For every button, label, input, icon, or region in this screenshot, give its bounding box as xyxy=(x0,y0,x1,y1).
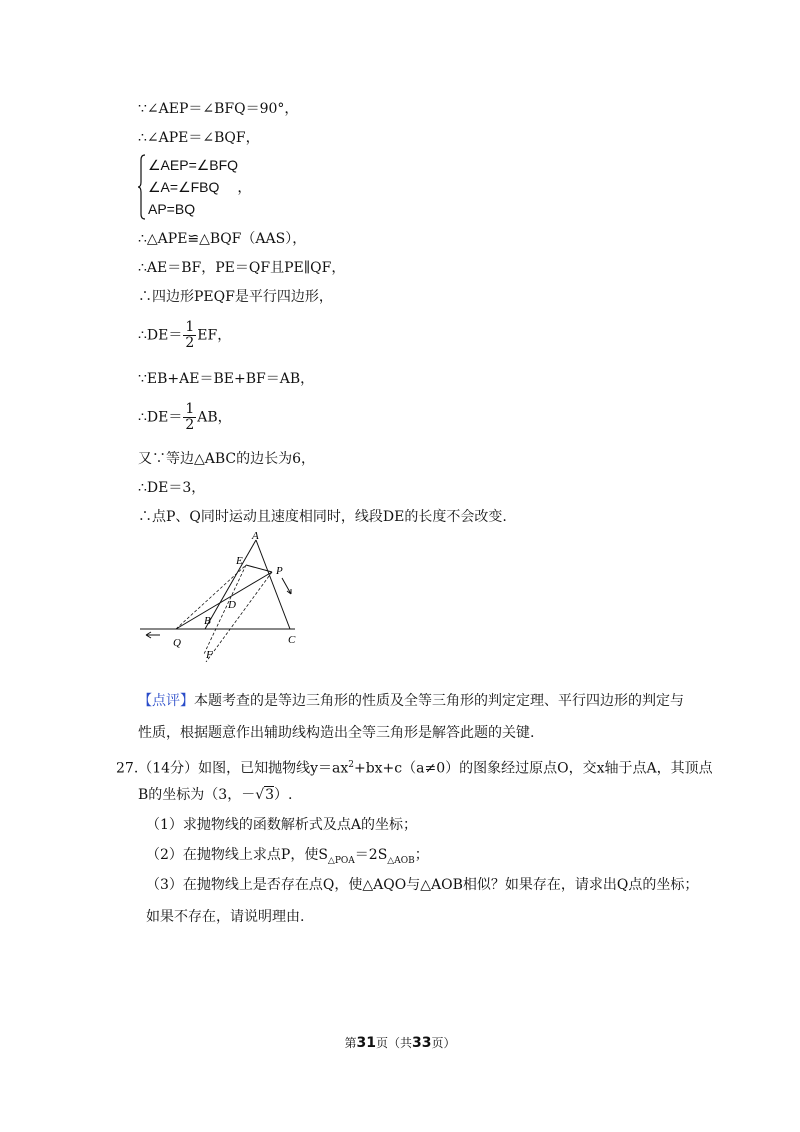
label-A: A xyxy=(252,530,259,542)
proof-line-5: ∴四边形PEQF是平行四边形， xyxy=(138,289,333,305)
segment-EP xyxy=(246,565,272,572)
dashed-EF xyxy=(204,565,246,654)
problem-line-1: 27.（14分）如图，已知抛物线$y=ax^2+bx+c(a\ne 0)$的图象经过原点O，交x轴于点A，其顶点 xyxy=(116,760,713,777)
geometry-figure xyxy=(138,530,318,662)
label-Q: Q xyxy=(173,637,181,649)
label-E: E xyxy=(236,555,243,567)
problem-part-3: （3）在抛物线上是否存在点Q，使△AQO与△AOB相似？如果存在，请求出Q点的坐标； xyxy=(146,877,699,893)
proof-line-7: ∵EB+AE＝BE+BF＝AB， xyxy=(138,371,315,387)
comment-tag: 【点评】 xyxy=(138,693,194,709)
proof-line-6: ∴DE＝ $\frac{1}{2}$ EF， xyxy=(138,319,232,351)
system-line-2: ∠A=∠FBQ ， xyxy=(148,179,252,195)
sqrt-icon: √ xyxy=(255,787,265,803)
dashed-PF xyxy=(206,572,272,662)
proof-line-11: ∴点P、Q同时运动且速度相同时，线段DE的长度不会改变. xyxy=(138,509,507,525)
problem-part-3-cont: 如果不存在，请说明理由. xyxy=(146,909,305,925)
left-arrow-icon xyxy=(146,632,160,638)
problem-part-2: （2）在抛物线上求点P，使$S_{\triangle POA}=2S_{\triangle AOB}$； xyxy=(146,847,429,866)
problem-part-1: （1）求抛物线的函数解析式及点A的坐标； xyxy=(146,817,418,833)
down-arrow-icon xyxy=(282,578,291,594)
proof-line-1: ∵∠AEP＝∠BFQ＝90°， xyxy=(138,101,299,117)
proof-line-3: ∴△APE≌△BQF（AAS）， xyxy=(138,231,307,247)
problem-line-2: B的坐标为（3，－√3）. xyxy=(138,787,293,803)
page-total: 33 xyxy=(412,1035,432,1051)
system-line-3: AP=BQ xyxy=(148,201,196,217)
proof-line-10: ∴DE＝3， xyxy=(138,480,206,496)
label-F: F xyxy=(206,649,213,661)
page-footer: 第31页（共33页） xyxy=(344,1035,456,1051)
label-B: B xyxy=(204,615,211,627)
left-brace-icon xyxy=(138,154,146,220)
comment-line-1: 【点评】本题考查的是等边三角形的性质及全等三角形的判定定理、平行四边形的判定与 xyxy=(138,693,684,709)
page-number: 31 xyxy=(356,1035,376,1051)
segment-QP xyxy=(176,572,272,629)
side-AB xyxy=(205,540,256,629)
proof-line-4: ∴AE＝BF，PE＝QF且PE∥QF， xyxy=(138,260,346,276)
equation-system xyxy=(138,154,318,220)
proof-line-8: ∴DE＝ $\frac{1}{2}$ AB， xyxy=(138,401,232,433)
system-line-1: ∠AEP=∠BFQ xyxy=(148,157,239,173)
comment-line-2: 性质，根据题意作出辅助线构造出全等三角形是解答此题的关键. xyxy=(138,725,535,741)
label-C: C xyxy=(288,634,296,646)
proof-line-9: 又∵等边△ABC的边长为6， xyxy=(138,451,316,467)
label-D: D xyxy=(228,599,236,611)
side-AC xyxy=(256,540,290,629)
label-P: P xyxy=(276,565,283,577)
proof-line-2: ∴∠APE＝∠BQF， xyxy=(138,130,260,146)
